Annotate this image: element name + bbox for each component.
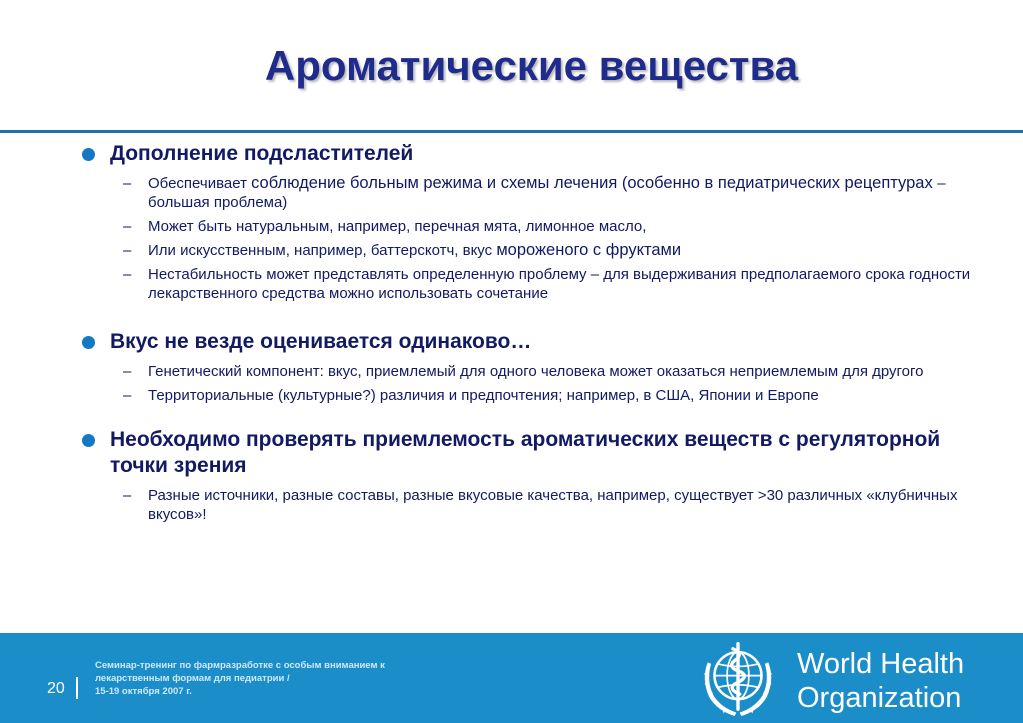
bullet-item bbox=[80, 427, 995, 479]
seminar-line: лекарственным формам для педиатрии / bbox=[95, 673, 290, 684]
who-wordmark-line: World Health bbox=[797, 648, 965, 680]
sub-item bbox=[80, 265, 995, 303]
sub-text: Территориальные (культурные?) различия и предпочтения; например, в США, Японии и Европе bbox=[148, 387, 819, 404]
sub-item bbox=[80, 217, 995, 236]
sub-item bbox=[80, 386, 995, 405]
sub-text: Может быть натуральным, например, перечная мята, лимонное масло, bbox=[148, 218, 647, 235]
sub-text-part: соблюдение больным режима и схемы лечения (особенно в педиатрических рецептурах bbox=[251, 174, 938, 192]
sub-item bbox=[80, 174, 995, 212]
sub-text: Нестабильность может представлять определенную проблему – для выдерживания предполагаемого срока годности лекарственного средства можно использовать сочетание bbox=[148, 266, 971, 302]
dash-icon: – bbox=[123, 242, 132, 259]
sub-item bbox=[80, 241, 995, 260]
bullet-dot-icon bbox=[82, 434, 95, 447]
dash-icon: – bbox=[123, 363, 132, 380]
seminar-line: Семинар-тренинг по фармразработке с особым вниманием к bbox=[95, 660, 385, 671]
seminar-date: 15-19 октября 2007 г. bbox=[95, 686, 192, 697]
who-wordmark bbox=[797, 647, 964, 715]
sub-text-part: Или искусственным, например, баттерскотч, вкус bbox=[148, 242, 497, 259]
page-number-divider bbox=[76, 677, 78, 699]
bullet-dot-icon bbox=[82, 148, 95, 161]
dash-icon: – bbox=[123, 175, 132, 192]
bullet-item bbox=[80, 141, 995, 167]
bullet-text: Вкус не везде оценивается одинаково… bbox=[110, 330, 532, 353]
sub-item bbox=[80, 362, 995, 381]
bullet-item bbox=[80, 329, 995, 355]
slide-content bbox=[80, 141, 995, 524]
sub-text: Генетический компонент: вкус, приемлемый для одного человека может оказаться неприемлемым для другого bbox=[148, 363, 924, 380]
footer-bar bbox=[0, 633, 1023, 723]
seminar-info bbox=[95, 659, 495, 698]
bullet-text: Необходимо проверять приемлемость ароматических веществ с регуляторной точки зрения bbox=[110, 428, 941, 477]
sub-item bbox=[80, 486, 995, 524]
dash-icon: – bbox=[123, 266, 132, 283]
page-number: 20 bbox=[47, 680, 65, 697]
sub-text-part: мороженого с фруктами bbox=[496, 241, 682, 259]
sub-text: Разные источники, разные составы, разные вкусовые качества, например, существует >30 различных «клубничных вкусов»! bbox=[148, 487, 958, 523]
title-divider bbox=[0, 130, 1023, 133]
sub-text-part: – большая проблема) bbox=[148, 175, 946, 211]
who-wordmark-line: Organization bbox=[797, 682, 962, 714]
bullet-text: Дополнение подсластителей bbox=[110, 142, 414, 165]
who-emblem-icon bbox=[696, 637, 780, 721]
dash-icon: – bbox=[123, 487, 132, 504]
dash-icon: – bbox=[123, 218, 132, 235]
sub-text-part: Обеспечивает bbox=[148, 175, 252, 192]
dash-icon: – bbox=[123, 387, 132, 404]
bullet-dot-icon bbox=[82, 336, 95, 349]
slide-title: Ароматические вещества bbox=[264, 42, 799, 89]
